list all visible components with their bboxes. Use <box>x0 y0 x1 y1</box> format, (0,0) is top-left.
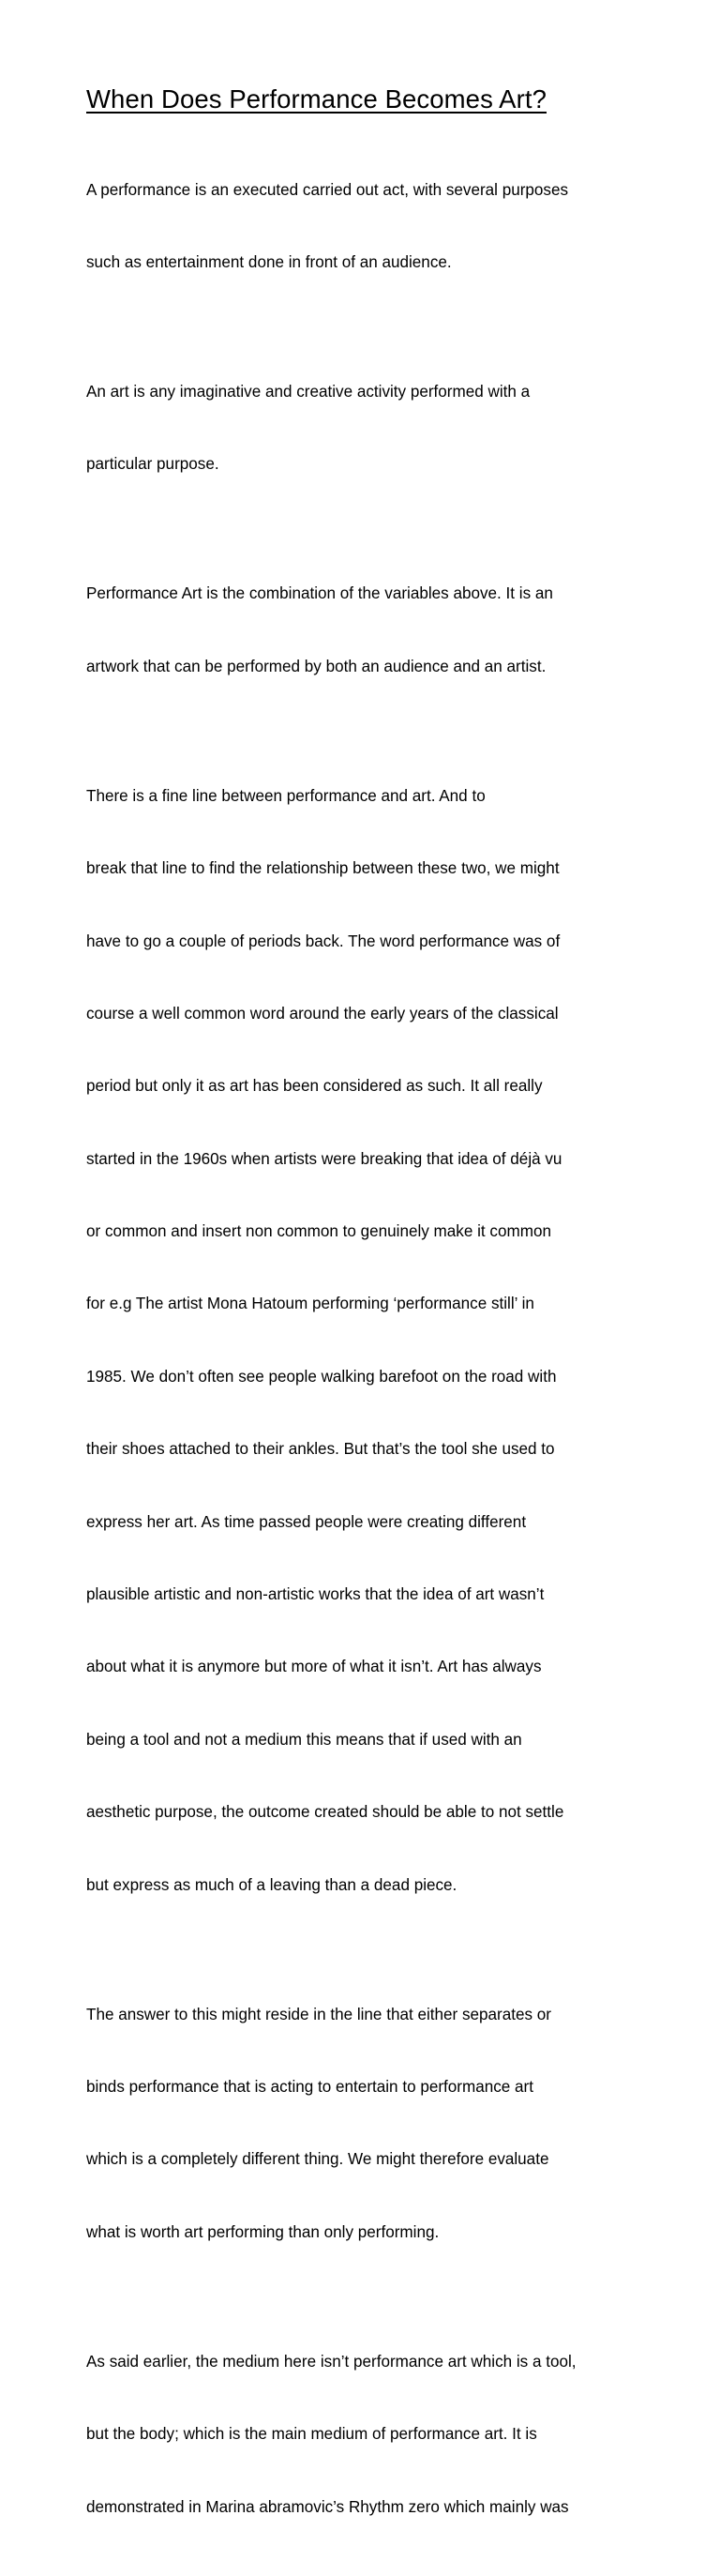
paragraph-fine-line <box>86 735 649 1946</box>
paragraph-art-definition <box>86 331 649 524</box>
text-line: or common and insert non common to genuinely make it common <box>86 1222 551 1241</box>
text-line: such as entertainment done in front of an audience. <box>86 252 452 271</box>
text-line: aesthetic purpose, the outcome created should be able to not settle <box>86 1803 564 1822</box>
text-line: for e.g The artist Mona Hatoum performing ‘performance still’ in <box>86 1295 534 1313</box>
paragraph-medium <box>86 2301 649 2568</box>
text-line: A performance is an executed carried out act, with several purposes <box>86 180 569 199</box>
text-line: have to go a couple of periods back. The word performance was of <box>86 932 561 950</box>
text-line: There is a fine line between performance and art. And to <box>86 786 486 805</box>
text-line: break that line to find the relationship between these two, we might <box>86 859 560 878</box>
text-line: 1985. We don’t often see people walking barefoot on the road with <box>86 1367 557 1386</box>
text-line: their shoes attached to their ankles. But that’s the tool she used to <box>86 1440 555 1459</box>
text-line: started in the 1960s when artists were breaking that idea of déjà vu <box>86 1149 562 1168</box>
document-body <box>86 129 649 2576</box>
text-line: As said earlier, the medium here isn’t performance art which is a tool, <box>86 2352 577 2371</box>
text-line: An art is any imaginative and creative activity performed with a <box>86 382 531 401</box>
text-line: particular purpose. <box>86 455 219 474</box>
text-line: The answer to this might reside in the line that either separates or <box>86 2005 551 2023</box>
paragraph-answer <box>86 1954 649 2293</box>
text-line: artwork that can be performed by both an audience and an artist. <box>86 657 547 675</box>
document-title: When Does Performance Becomes Art? <box>86 84 547 114</box>
text-line: Performance Art is the combination of the variables above. It is an <box>86 584 553 603</box>
text-line: what is worth art performing than only performing. <box>86 2222 440 2241</box>
paragraph-performance-definition <box>86 129 649 323</box>
paragraph-performance-art-definition <box>86 534 649 727</box>
text-line: demonstrated in Marina abramovic’s Rhythm zero which mainly was <box>86 2497 569 2516</box>
text-line: period but only it as art has been considered as such. It all really <box>86 1077 543 1096</box>
text-line: about what it is anymore but more of what it isn’t. Art has always <box>86 1658 542 1676</box>
text-line: express her art. As time passed people were creating different <box>86 1512 527 1531</box>
text-line: but the body; which is the main medium of performance art. It is <box>86 2425 537 2444</box>
text-line: being a tool and not a medium this means that if used with an <box>86 1730 522 1749</box>
text-line: plausible artistic and non-artistic works that the idea of art wasn’t <box>86 1585 545 1604</box>
text-line: which is a completely different thing. We might therefore evaluate <box>86 2150 549 2169</box>
text-line: binds performance that is acting to entertain to performance art <box>86 2077 533 2096</box>
text-line: but express as much of a leaving than a dead piece. <box>86 1875 458 1894</box>
text-line: course a well common word around the early years of the classical <box>86 1004 559 1023</box>
